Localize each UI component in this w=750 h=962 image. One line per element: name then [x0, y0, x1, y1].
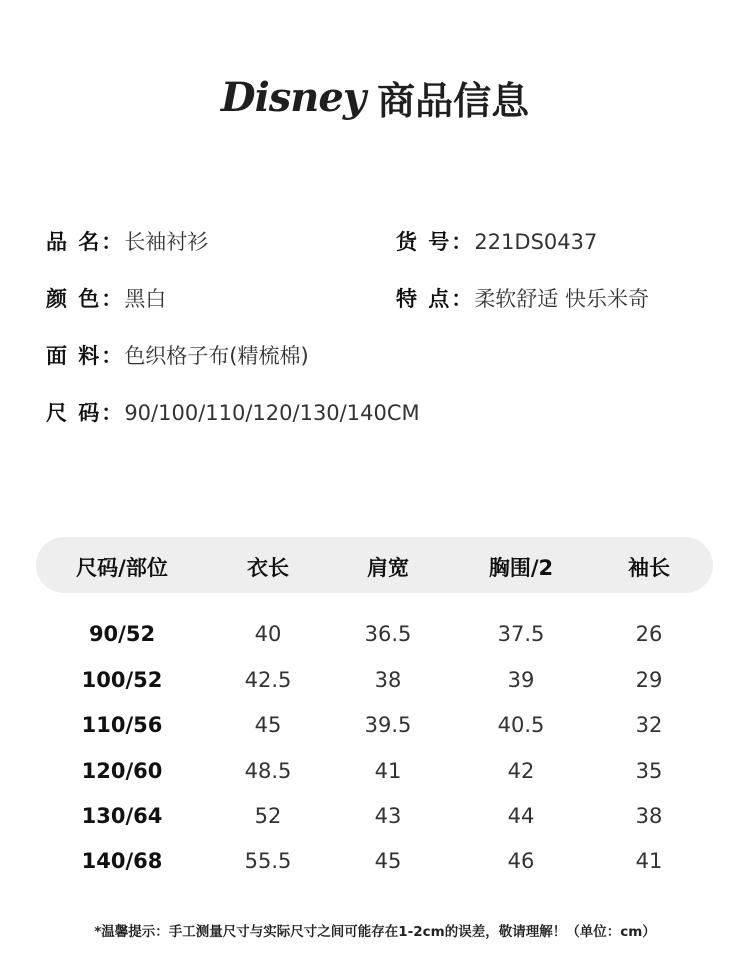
cell-chest: 37.5: [497, 622, 545, 646]
info-fabric: [46, 340, 309, 370]
info-fabric-value: 色织格子布(精梳棉): [124, 344, 309, 368]
cell-size: 130/64: [81, 804, 163, 828]
cell-length: 42.5: [244, 668, 292, 692]
page-title: 商品信息: [377, 79, 530, 123]
header-size-part: 尺码/部位: [76, 556, 168, 580]
info-feature: [396, 283, 649, 313]
table-row: [0, 804, 750, 844]
info-code: [396, 226, 597, 256]
cell-length: 40: [254, 622, 282, 646]
cell-shoulder: 38: [374, 668, 402, 692]
table-row: [0, 849, 750, 889]
table-row: [0, 759, 750, 799]
cell-sleeve: 26: [635, 622, 663, 646]
cell-shoulder: 45: [374, 849, 402, 873]
cell-shoulder: 36.5: [364, 622, 412, 646]
cell-shoulder: 41: [374, 759, 402, 783]
info-name: [46, 226, 208, 256]
cell-sleeve: 29: [635, 668, 663, 692]
header-length: 衣长: [247, 556, 289, 580]
cell-size: 120/60: [81, 759, 163, 783]
header-shoulder: 肩宽: [367, 556, 409, 580]
info-fabric-key: 面 料：: [46, 344, 125, 368]
info-size-value: 90/100/110/120/130/140CM: [124, 401, 420, 425]
info-color-value: 黑白: [124, 287, 167, 311]
cell-length: 48.5: [244, 759, 292, 783]
cell-sleeve: 41: [635, 849, 663, 873]
info-code-key: 货 号：: [396, 230, 475, 254]
info-color-key: 颜 色：: [46, 287, 125, 311]
cell-size: 90/52: [88, 622, 156, 646]
cell-sleeve: 38: [635, 804, 663, 828]
table-row: [0, 668, 750, 708]
cell-shoulder: 43: [374, 804, 402, 828]
cell-size: 100/52: [81, 668, 163, 692]
table-row: [0, 713, 750, 753]
page-header: [0, 70, 750, 125]
info-name-key: 品 名：: [46, 230, 125, 254]
cell-chest: 40.5: [497, 713, 545, 737]
cell-length: 55.5: [244, 849, 292, 873]
info-code-value: 221DS0437: [474, 230, 598, 254]
cell-length: 52: [254, 804, 282, 828]
info-size-key: 尺 码：: [46, 401, 125, 425]
cell-size: 140/68: [81, 849, 163, 873]
cell-chest: 42: [507, 759, 535, 783]
cell-sleeve: 32: [635, 713, 663, 737]
cell-size: 110/56: [81, 713, 163, 737]
cell-length: 45: [254, 713, 282, 737]
info-feature-value: 柔软舒适 快乐米奇: [474, 287, 649, 311]
cell-chest: 39: [507, 668, 535, 692]
cell-shoulder: 39.5: [364, 713, 412, 737]
info-name-value: 长袖衬衫: [124, 230, 209, 254]
header-chest: 胸围/2: [488, 556, 554, 580]
table-row: [0, 622, 750, 662]
header-sleeve: 袖长: [628, 556, 670, 580]
info-size: [46, 397, 420, 427]
cell-chest: 44: [507, 804, 535, 828]
info-feature-key: 特 点：: [396, 287, 475, 311]
size-table-header: [36, 537, 713, 593]
info-color: [46, 283, 166, 313]
measurement-note: *温馨提示：手工测量尺寸与实际尺寸之间可能存在1-2cm的误差，敬请理解！（单位：cm）: [94, 924, 656, 940]
cell-sleeve: 35: [635, 759, 663, 783]
cell-chest: 46: [507, 849, 535, 873]
disney-logo: Disney: [220, 74, 366, 121]
